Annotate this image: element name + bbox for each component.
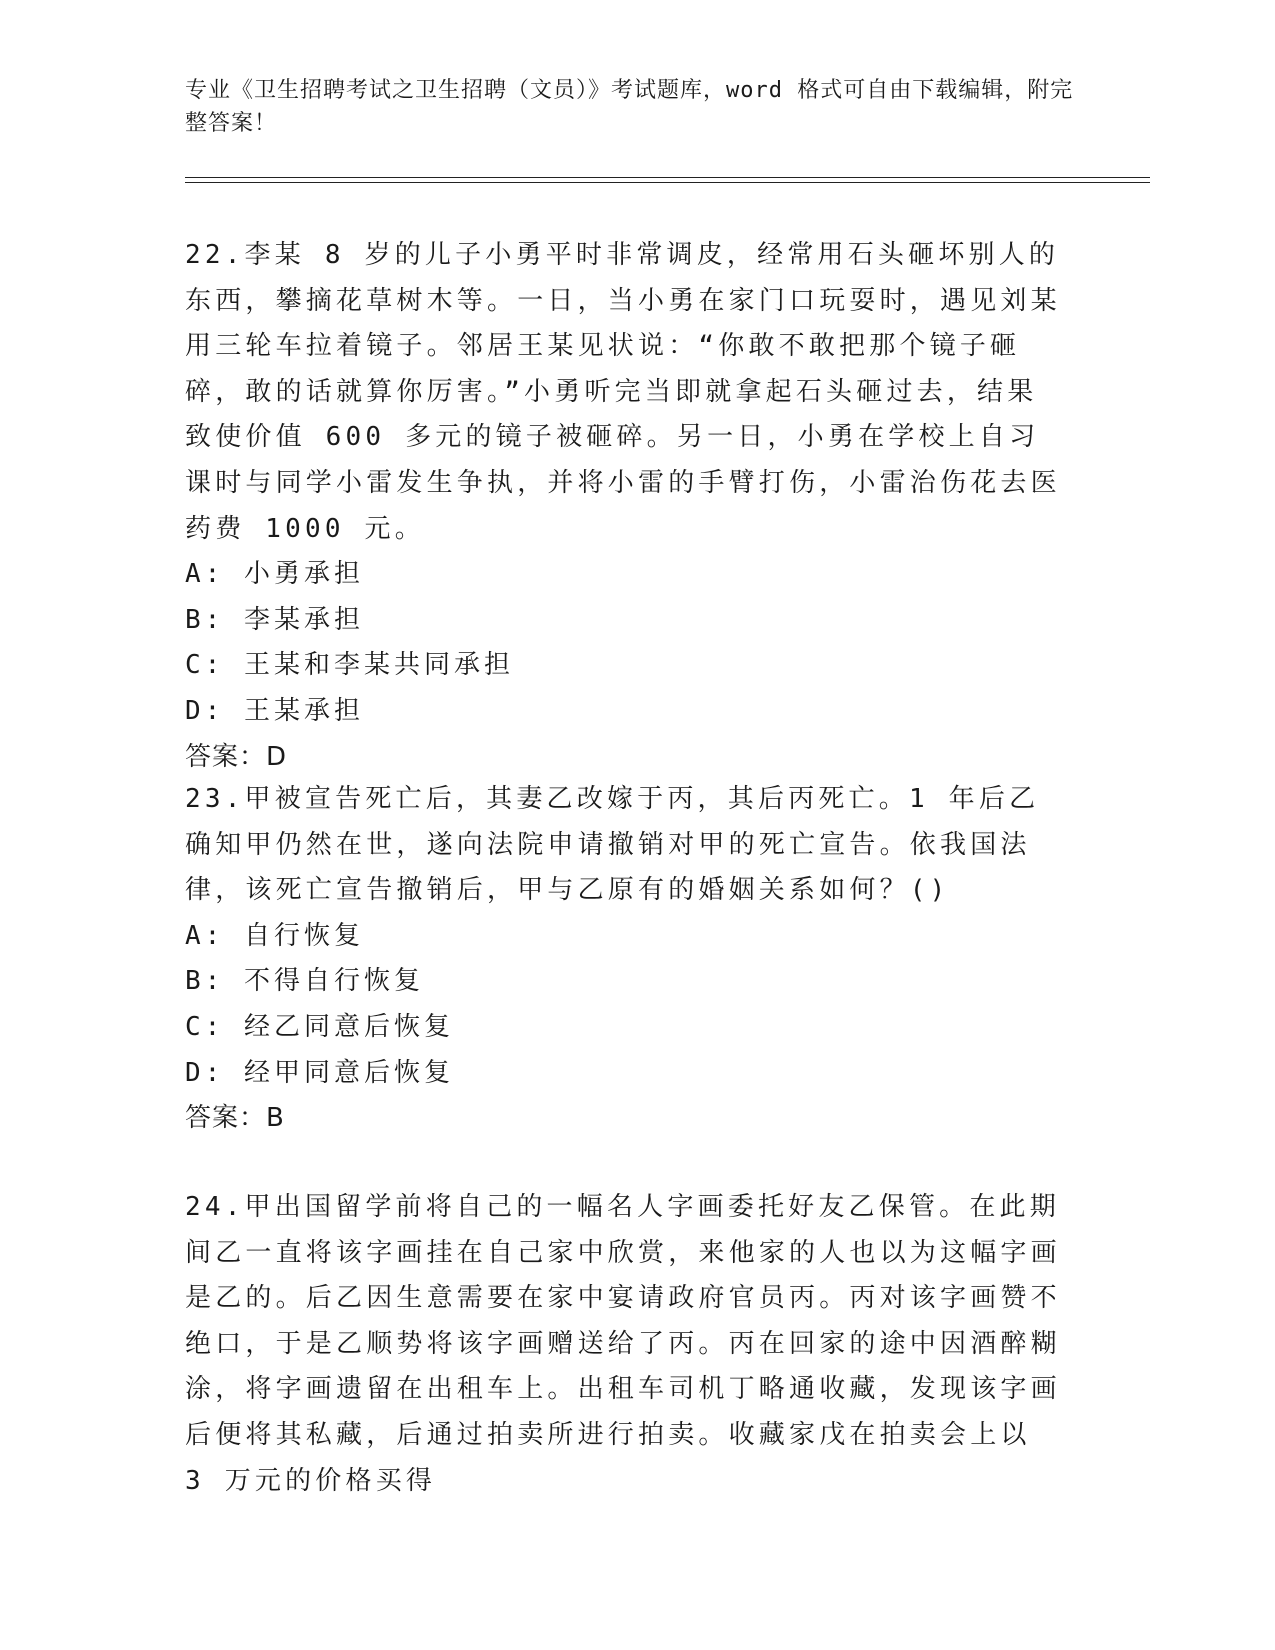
question-stem: 24.甲出国留学前将自己的一幅名人字画委托好友乙保管。在此期间乙一直将该字画挂在自己家中欣赏，来他家的人也以为这幅字画是乙的。后乙因生意需要在家中宴请政府官员丙。丙对该字画赞不绝口，于是乙顺势将该字画赠送给了丙。丙在回家的途中因酒醉糊涂，将字画遗留在出租车上。出租车司机丁略通收藏，发现该字画后便将其私藏，后通过拍卖所进行拍卖。收藏家戊在拍卖会上以 3 万元的价格买得 — [185, 1192, 1061, 1496]
option-c: C: 经乙同意后恢复 — [185, 1011, 454, 1042]
question-stem: 23.甲被宣告死亡后，其妻乙改嫁于丙，其后丙死亡。1 年后乙确知甲仍然在世，遂向法院申请撤销对甲的死亡宣告。依我国法律，该死亡宣告撤销后，甲与乙原有的婚姻关系如何？() — [185, 784, 1040, 906]
question-24 — [185, 1185, 1065, 1504]
question-23 — [185, 777, 1065, 1141]
option-d: D: 经甲同意后恢复 — [185, 1057, 454, 1088]
option-a: A: 自行恢复 — [185, 920, 364, 951]
option-b: B: 不得自行恢复 — [185, 966, 424, 997]
header-divider-top — [185, 177, 1150, 178]
option-d: D: 王某承担 — [185, 695, 364, 726]
option-a: A: 小勇承担 — [185, 559, 364, 590]
header-divider-bottom — [185, 182, 1150, 183]
option-b: B: 李某承担 — [185, 604, 364, 635]
question-stem: 22.李某 8 岁的儿子小勇平时非常调皮，经常用石头砸坏别人的东西，攀摘花草树木等。一日，当小勇在家门口玩耍时，遇见刘某用三轮车拉着镜子。邻居王某见状说：“你敢不敢把那个镜子砸碎，敢的话就算你厉害。”小勇听完当即就拿起石头砸过去，结果致使价值 600 多元的镜子被砸碎。另一日，小勇在学校上自习课时与同学小雷发生争执，并将小雷的手臂打伤，小雷治伤花去医药费 1000 元。 — [185, 240, 1061, 544]
answer-line: 答案：B — [185, 1103, 285, 1134]
question-22 — [185, 233, 1065, 780]
option-c: C: 王某和李某共同承担 — [185, 650, 514, 681]
document-header: 专业《卫生招聘考试之卫生招聘（文员）》考试题库，word 格式可自由下载编辑，附完整答案！ — [185, 78, 1074, 136]
answer-line: 答案：D — [185, 741, 288, 772]
